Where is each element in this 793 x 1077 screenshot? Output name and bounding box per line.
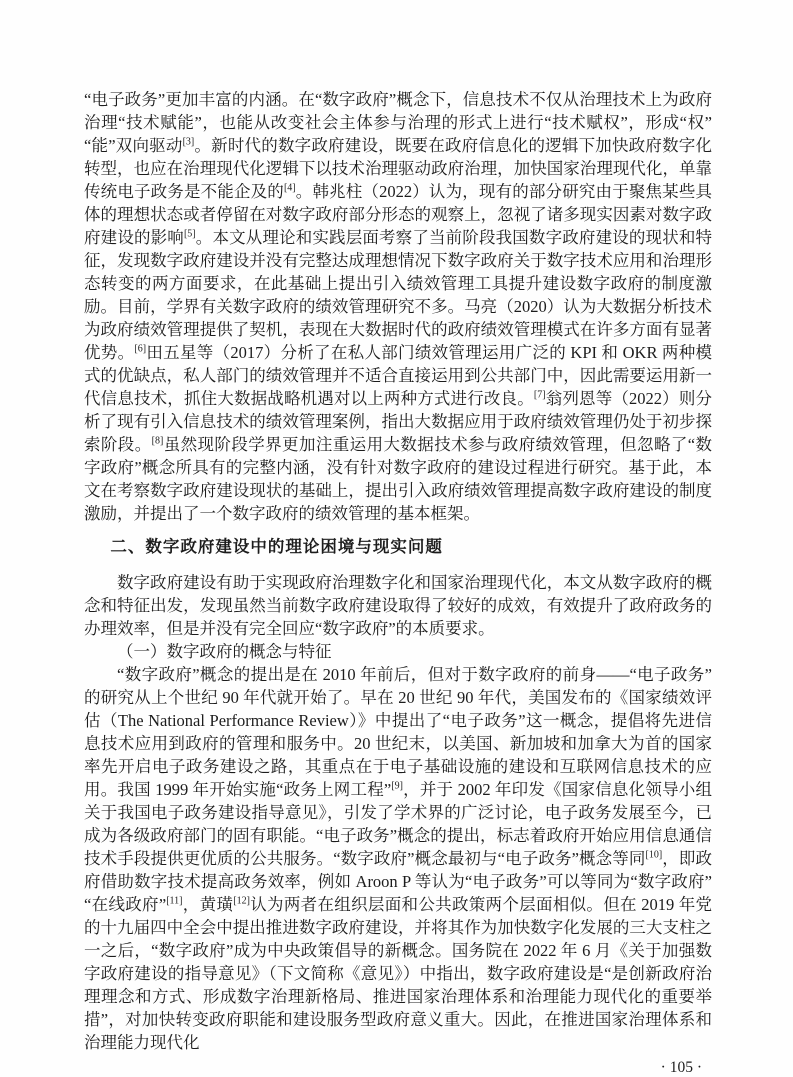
page-footer — [84, 1056, 712, 1077]
continued-paragraph: “电子政务”更加丰富的内涵。在“数字政府”概念下，信息技术不仅从治理技术上为政府治理“技术赋能”，也能从改变社会主体参与治理的形式上进行“技术赋权”，形成“权”“能”双向驱动[3]。新时代的数字政府建设，既要在政府信息化的逻辑下加快政府数字化转型，也应在治理现代化逻辑下以技术治理驱动政府治理，加快国家治理现代化，单靠传统电子政务是不能企及的[4]。韩兆柱（2022）认为，现有的部分研究由于聚焦某些具体的理想状态或者停留在对数字政府部分形态的观察上，忽视了诸多现实因素对数字政府建设的影响[5]。本文从理论和实践层面考察了当前阶段我国数字政府建设的现状和特征，发现数字政府建设并没有完整达成理想情况下数字政府关于数字技术应用和治理形态转变的两方面要求，在此基础上提出引入绩效管理工具提升建设数字政府的制度激励。目前，学界有关数字政府的绩效管理研究不多。马亮（2020）认为大数据分析技术为政府绩效管理提供了契机，表现在大数据时代的政府绩效管理模式在许多方面有显著优势。[6]田五星等（2017）分析了在私人部门绩效管理运用广泛的 KPI 和 OKR 两种模式的优缺点，私人部门的绩效管理并不适合直接运用到公共部门中，因此需要运用新一代信息技术，抓住大数据战略机遇对以上两种方式进行改良。[7]翁列恩等（2022）则分析了现有引入信息技术的绩效管理案例，指出大数据应用于政府绩效管理仍处于初步探索阶段。[8]虽然现阶段学界更加注重运用大数据技术参与政府绩效管理，但忽略了“数字政府”概念所具有的完整内涵，没有针对数字政府的建设过程进行研究。基于此，本文在考察数字政府建设现状的基础上，提出引入政府绩效管理提高数字政府建设的制度激励，并提出了一个数字政府的绩效管理的基本框架。 — [84, 90, 713, 523]
page-number: · 105 · — [660, 1059, 702, 1076]
article-body — [84, 88, 712, 1077]
section-intro-paragraph: 数字政府建设有助于实现政府治理数字化和国家治理现代化，本文从数字政府的概念和特征出发，发现虽然当前数字政府建设取得了较好的成效，有效提升了政府政务的办理效率，但是并没有完全回应“数字政府”的本质要求。 — [84, 573, 712, 638]
section-heading: 二、数字政府建设中的理论困境与现实问题 — [110, 538, 443, 556]
subsection-paragraph: “数字政府”概念的提出是在 2010 年前后，但对于数字政府的前身——“电子政务”的研究从上个世纪 90 年代就开始了。早在 20 世纪 90 年代，美国发布的《国家绩效评估（The National Performance Review）》中提出了“电子政务”这一概念，提倡将先进信息技术应用到政府的管理和服务中。20 世纪末，以美国、新加坡和加拿大为首的国家率先开启电子政务建设之路，其重点在于电子基础设施的建设和互联网信息技术的应用。我国 1999 年开始实施“政务上网工程”[9]，并于 2002 年印发《国家信息化领导小组关于我国电子政务建设指导意见》，引发了学术界的广泛讨论，电子政务发展至今，已成为各级政府部门的固有职能。“电子政务”概念的提出，标志着政府开始应用信息通信技术手段提供更优质的公共服务。“数字政府”概念最初与“电子政务”概念等同[10]，即政府借助数字技术提高政务效率，例如 Aroon P 等认为“电子政务”可以等同为“数字政府”“在线政府”[11]，黄璜[12]认为两者在组织层面和公共政策两个层面相似。但在 2019 年党的十九届四中全会中提出推进数字政府建设，并将其作为加快数字化发展的三大支柱之一之后，“数字政府”成为中央政策倡导的新概念。国务院在 2022 年 6 月《关于加强数字政府建设的指导意见》（下文简称《意见》）中指出，数字政府建设是“是创新政府治理理念和方式、形成数字治理新格局、推进国家治理体系和治理能力现代化的重要举措”，对加快转变政府职能和建设服务型政府意义重大。因此，在推进国家治理体系和治理能力现代化 — [84, 665, 713, 1052]
subsection-heading: （一）数字政府的概念与特征 — [117, 642, 332, 661]
